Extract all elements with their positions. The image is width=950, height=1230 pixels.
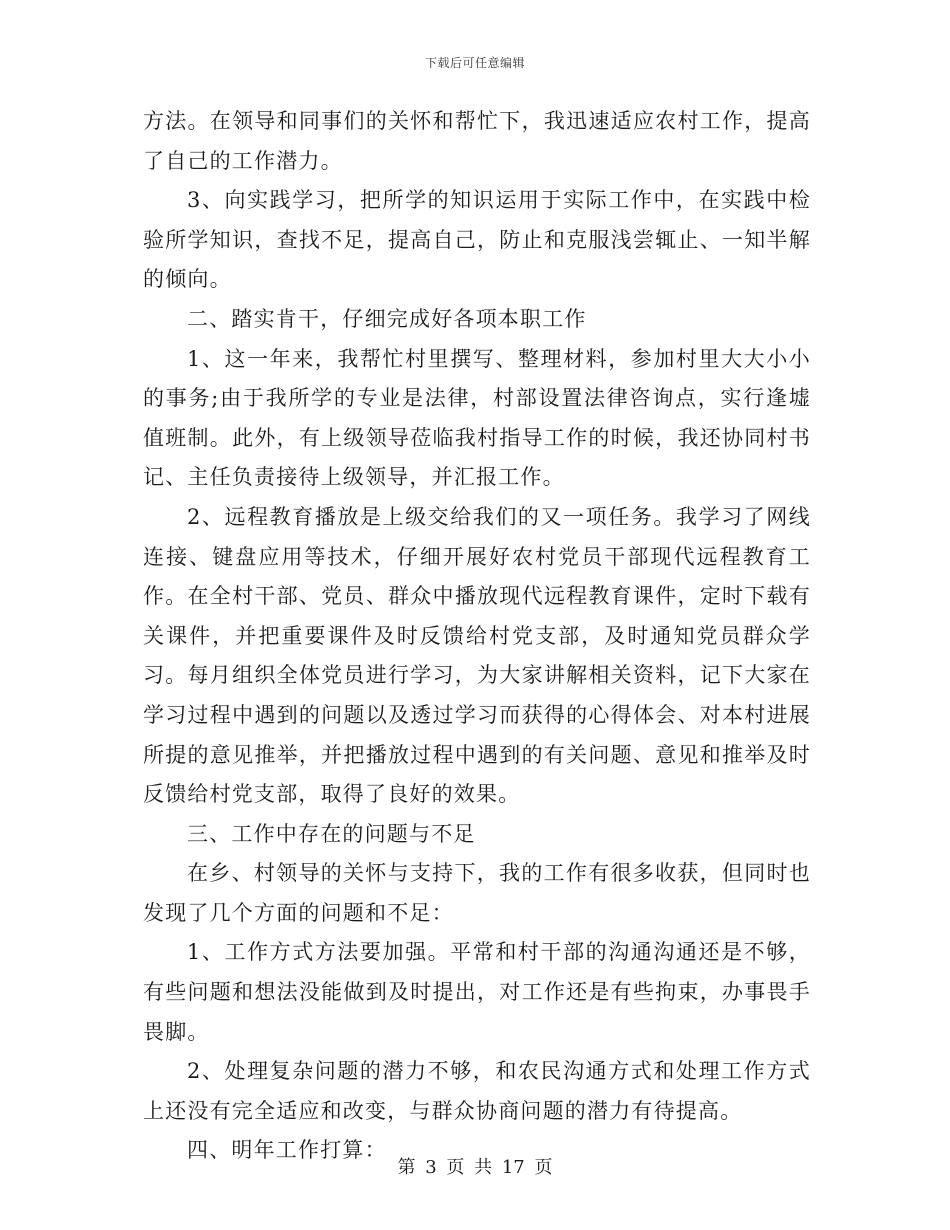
page-header: 下载后可任意编辑: [424, 56, 525, 70]
section-heading: 三、工作中存在的问题与不足: [187, 821, 476, 846]
section-heading: 四、明年工作打算：: [187, 1138, 387, 1163]
paragraph: 方法。在领导和同事们的关怀和帮忙下，我迅速适应农村工作，提高了自己的工作潜力。: [143, 109, 811, 173]
page-number-footer: 第 3 页 共 17 页: [397, 1157, 553, 1178]
document-body: [143, 102, 811, 1171]
paragraph: 在乡、村领导的关怀与支持下，我的工作有很多收获，但同时也发现了几个方面的问题和不足：: [143, 861, 811, 925]
paragraph: 3、向实践学习，把所学的知识运用于实际工作中，在实践中检验所学知识，查找不足，提高自己，防止和克服浅尝辄止、一知半解的倾向。: [143, 188, 811, 292]
paragraph: 2、处理复杂问题的潜力不够，和农民沟通方式和处理工作方式上还没有完全适应和改变，与群众协商问题的潜力有待提高。: [143, 1059, 811, 1123]
paragraph: 1、这一年来，我帮忙村里撰写、整理材料，参加村里大大小小的事务;由于我所学的专业是法律，村部设置法律咨询点，实行逢墟值班制。此外，有上级领导莅临我村指导工作的时候，我还协同村书记、主任负责接待上级领导，并汇报工作。: [143, 346, 811, 490]
paragraph: 2、远程教育播放是上级交给我们的又一项任务。我学习了网线连接、键盘应用等技术，仔细开展好农村党员干部现代远程教育工作。在全村干部、党员、群众中播放现代远程教育课件，定时下载有关课件，并把重要课件及时反馈给村党支部，及时通知党员群众学习。每月组织全体党员进行学习，为大家讲解相关资料，记下大家在学习过程中遇到的问题以及透过学习而获得的心得体会、对本村进展所提的意见推举，并把播放过程中遇到的有关问题、意见和推举及时反馈给村党支部，取得了良好的效果。: [143, 504, 811, 807]
section-heading: 二、踏实肯干，仔细完成好各项本职工作: [187, 306, 587, 331]
paragraph: 1、工作方式方法要加强。平常和村干部的沟通沟通还是不够，有些问题和想法没能做到及时提出，对工作还是有些拘束，办事畏手畏脚。: [143, 940, 811, 1044]
